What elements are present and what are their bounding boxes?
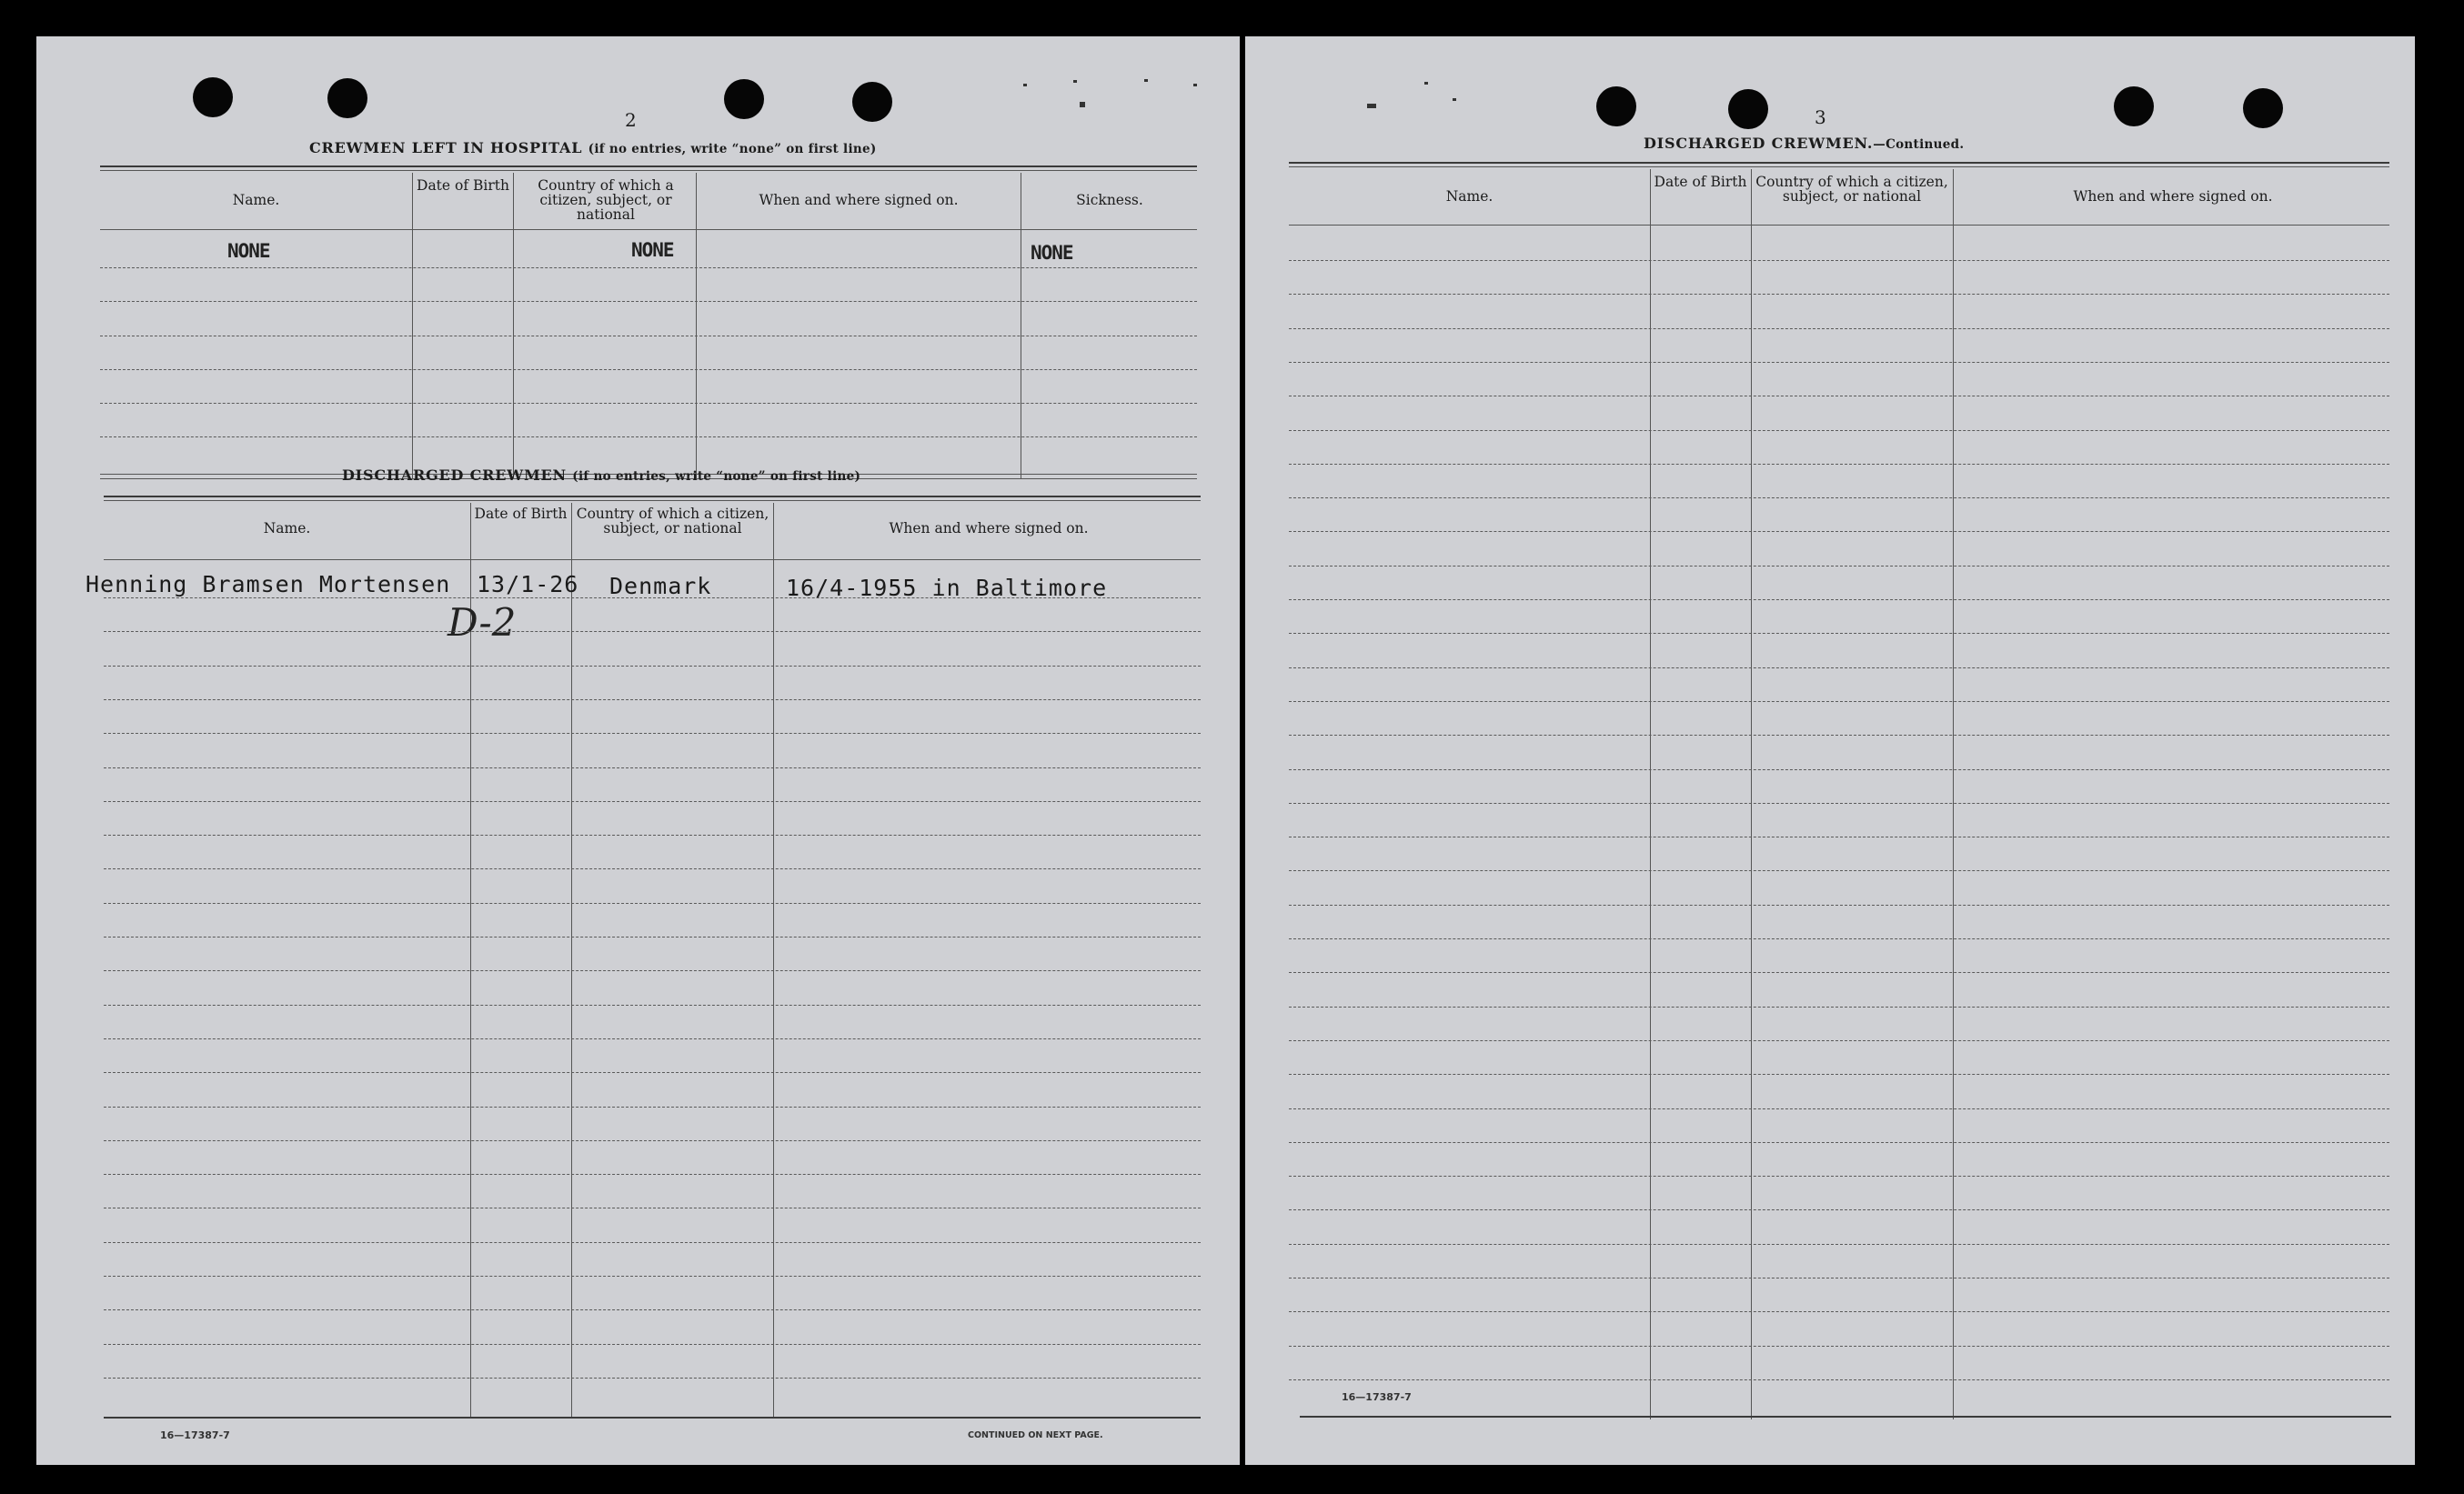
entry-line xyxy=(1289,566,2389,567)
discharged-subtitle: —Continued. xyxy=(1873,137,1965,152)
column-header-signed-on: When and where signed on. xyxy=(2073,188,2273,205)
right-page xyxy=(1245,36,2415,1465)
entry-line xyxy=(1289,701,2389,702)
crewman-dob: 13/1-26 xyxy=(477,571,579,597)
entry-line xyxy=(1289,1244,2389,1245)
entry-line xyxy=(104,1242,1201,1243)
entry-line xyxy=(104,1344,1201,1345)
entry-line xyxy=(104,1174,1201,1175)
entry-line xyxy=(1289,1176,2389,1177)
punch-hole xyxy=(1596,86,1636,126)
punch-hole xyxy=(193,77,233,117)
entry-line xyxy=(104,1038,1201,1039)
column-header-country: Country of which a citizen, subject, or national xyxy=(1755,174,1948,205)
entry-line xyxy=(1289,362,2389,363)
entry-line xyxy=(104,1107,1201,1108)
entry-line xyxy=(1289,1074,2389,1075)
entry-line xyxy=(104,666,1201,667)
entry-line xyxy=(1289,905,2389,906)
column-divider xyxy=(571,503,572,1417)
discharged-subtitle: (if no entries, write “none” on first line) xyxy=(572,469,861,484)
entry-line xyxy=(104,733,1201,734)
entry-line xyxy=(1289,497,2389,498)
entry-line xyxy=(104,835,1201,836)
discharged-continued-title xyxy=(1644,135,1964,152)
entry-line xyxy=(104,699,1201,700)
entry-line xyxy=(100,403,1197,404)
column-header-signed-on: When and where signed on. xyxy=(889,520,1089,536)
column-header-signed-on: When and where signed on. xyxy=(759,192,959,208)
scan-speck xyxy=(1453,98,1456,101)
punch-hole xyxy=(724,79,764,119)
entry-line xyxy=(1289,972,2389,973)
left-page xyxy=(36,36,1240,1465)
crewman-country: Denmark xyxy=(609,573,712,599)
entry-line xyxy=(104,1276,1201,1277)
column-divider xyxy=(1751,169,1752,1419)
entry-line xyxy=(104,868,1201,869)
table-rule xyxy=(104,496,1201,497)
table-rule xyxy=(1300,1416,2391,1418)
punch-hole xyxy=(2243,88,2283,128)
scan-speck xyxy=(1023,84,1027,86)
table-rule xyxy=(100,170,1197,171)
stamp-none-name: NONE xyxy=(227,240,270,262)
table-rule xyxy=(100,165,1197,167)
column-header-dob: Date of Birth xyxy=(417,177,509,194)
entry-line xyxy=(1289,938,2389,939)
entry-line xyxy=(1289,803,2389,804)
entry-line xyxy=(1289,294,2389,295)
column-header-country: Country of which a citizen, subject, or national xyxy=(538,177,674,223)
entry-line xyxy=(100,301,1197,302)
entry-line xyxy=(1289,464,2389,465)
entry-line xyxy=(104,1309,1201,1310)
discharged-title: DISCHARGED CREWMEN xyxy=(342,466,567,484)
entry-line xyxy=(1289,667,2389,668)
scan-speck xyxy=(1144,79,1148,82)
entry-line xyxy=(104,631,1201,632)
entry-line xyxy=(104,1140,1201,1141)
entry-line xyxy=(104,1378,1201,1379)
entry-line xyxy=(1289,260,2389,261)
entry-line xyxy=(100,267,1197,268)
punch-hole xyxy=(327,78,367,118)
entry-line xyxy=(1289,599,2389,600)
page-number: 3 xyxy=(1815,106,1826,128)
scan-speck xyxy=(1193,84,1197,86)
entry-line xyxy=(1289,735,2389,736)
table-rule xyxy=(1289,162,2389,164)
entry-line xyxy=(1289,1311,2389,1312)
entry-line xyxy=(1289,1142,2389,1143)
stamp-none-sickness: NONE xyxy=(1031,242,1073,264)
column-header-dob: Date of Birth xyxy=(1654,174,1747,190)
entry-line xyxy=(1289,1346,2389,1347)
column-header-name: Name. xyxy=(1445,188,1493,205)
entry-line xyxy=(100,369,1197,370)
table-rule xyxy=(1289,225,2389,226)
column-divider xyxy=(773,503,774,1417)
hospital-subtitle: (if no entries, write “none” on first line) xyxy=(588,142,877,156)
column-divider xyxy=(513,173,514,479)
column-header-dob: Date of Birth xyxy=(474,506,568,522)
entry-line xyxy=(104,801,1201,802)
entry-line xyxy=(1289,1209,2389,1210)
entry-line xyxy=(1289,1379,2389,1380)
entry-line xyxy=(104,970,1201,971)
continued-note: CONTINUED ON NEXT PAGE. xyxy=(968,1430,1103,1440)
crewman-signed-on: 16/4-1955 in Baltimore xyxy=(786,575,1108,601)
column-header-name: Name. xyxy=(263,520,311,536)
column-header-country: Country of which a citizen, subject, or national xyxy=(576,506,769,536)
entry-line xyxy=(104,903,1201,904)
entry-line xyxy=(104,1005,1201,1006)
entry-line xyxy=(1289,328,2389,329)
table-rule xyxy=(104,559,1201,560)
punch-hole xyxy=(1728,89,1768,129)
discharged-section-title xyxy=(342,466,860,484)
hospital-section-title xyxy=(309,139,877,156)
form-number: 16—17387-7 xyxy=(1342,1391,1412,1403)
table-rule xyxy=(104,1417,1201,1419)
entry-line xyxy=(1289,1007,2389,1008)
entry-line xyxy=(1289,1040,2389,1041)
column-header-sickness: Sickness. xyxy=(1076,192,1143,208)
punch-hole xyxy=(2114,86,2154,126)
entry-line xyxy=(100,436,1197,437)
entry-line xyxy=(104,937,1201,938)
entry-line xyxy=(1289,769,2389,770)
column-header-name: Name. xyxy=(232,192,280,208)
table-rule xyxy=(1289,166,2389,167)
hospital-title: CREWMEN LEFT IN HOSPITAL xyxy=(309,139,583,156)
handwritten-annotation: D-2 xyxy=(448,600,517,645)
scan-speck xyxy=(1424,82,1428,85)
discharged-title: DISCHARGED CREWMEN. xyxy=(1644,135,1874,152)
crewman-name: Henning Bramsen Mortensen xyxy=(85,571,451,597)
entry-line xyxy=(104,597,1201,598)
entry-line xyxy=(1289,1108,2389,1109)
column-divider xyxy=(696,173,697,479)
column-divider xyxy=(1650,169,1651,1419)
punch-hole xyxy=(852,82,892,122)
entry-line xyxy=(1289,870,2389,871)
scan-speck xyxy=(1073,80,1077,83)
entry-line xyxy=(104,767,1201,768)
stamp-none-country: NONE xyxy=(631,239,674,261)
table-rule xyxy=(100,229,1197,230)
page-number: 2 xyxy=(625,109,637,131)
form-number: 16—17387-7 xyxy=(160,1429,230,1441)
entry-line xyxy=(104,1072,1201,1073)
entry-line xyxy=(1289,633,2389,634)
column-divider xyxy=(412,173,413,479)
table-rule xyxy=(104,500,1201,501)
column-divider xyxy=(1953,169,1954,1419)
entry-line xyxy=(1289,430,2389,431)
scan-speck xyxy=(1367,104,1376,108)
entry-line xyxy=(1289,531,2389,532)
scan-speck xyxy=(1080,102,1085,107)
